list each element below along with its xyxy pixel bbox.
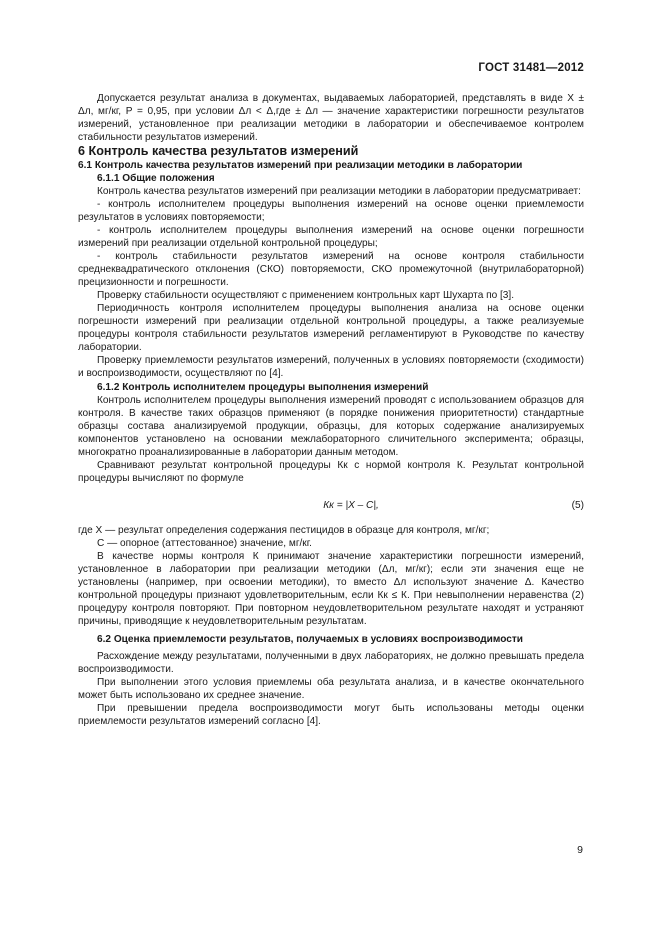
bullet-item: - контроль стабильности результатов измерений на основе контроля стабильности среднеквадратического отклонения (СКО) повторяемости, СКО промежуточной (внутрилабораторной) прецизионности и погрешности. <box>78 251 584 288</box>
standard-designation: ГОСТ 31481—2012 <box>478 62 584 74</box>
paragraph: При выполнении этого условия приемлемы оба результата анализа, и в качестве окончательного может быть использовано их среднее значение. <box>78 677 584 701</box>
paragraph: Периодичность контроля исполнителем процедуры выполнения анализа на основе оценки погрешности измерений при реализации отдельной контрольной процедуры, а также реализуемые процедуры контроля стабильности результатов измерений регламентируют в Руководстве по качеству лаборатории. <box>78 303 584 353</box>
section-6-1-2-heading: 6.1.2 Контроль исполнителем процедуры выполнения измерений <box>97 382 429 393</box>
formula-number: (5) <box>571 500 584 511</box>
paragraph: Расхождение между результатами, полученными в двух лабораториях, не должно превышать предела воспроизводимости. <box>78 651 584 675</box>
paragraph: Проверку приемлемости результатов измерений, полученных в условиях повторяемости (сходимости) и воспроизводимости, осуществляют по [4]. <box>78 355 584 379</box>
paragraph: Проверку стабильности осуществляют с применением контрольных карт Шухарта по [3]. <box>97 290 515 301</box>
where-clause: С — опорное (аттестованное) значение, мг/кг. <box>97 538 312 549</box>
bullet-item: - контроль исполнителем процедуры выполнения измерений на основе оценки приемлемости результатов в условиях повторяемости; <box>78 199 584 223</box>
section-6-heading: 6 Контроль качества результатов измерений <box>78 144 359 158</box>
bullet-item: - контроль исполнителем процедуры выполнения измерений на основе оценки погрешности измерений при реализации отдельной контрольной процедуры; <box>78 225 584 249</box>
document-body <box>78 92 584 728</box>
intro-paragraph: Допускается результат анализа в документах, выдаваемых лабораторией, представлять в виде X ± Δл, мг/кг, Р = 0,95, при условии Δл < Δ,где ± Δл — значение характеристики погрешности результатов измерений, установленное при реализации методики в лаборатории и обеспечиваемое контролем стабильности результатов измерений. <box>78 93 584 143</box>
formula-expression: Кк = |X – C|, <box>323 500 379 511</box>
section-6-2-heading: 6.2 Оценка приемлемости результатов, получаемых в условиях воспроизводимости <box>97 634 524 645</box>
formula-5 <box>78 499 584 513</box>
paragraph: Контроль качества результатов измерений при реализации методики в лаборатории предусматривает: <box>97 186 581 197</box>
paragraph: Сравнивают результат контрольной процедуры Кк с нормой контроля К. Результат контрольной процедуры вычисляют по формуле <box>78 460 584 484</box>
paragraph: В качестве нормы контроля К принимают значение характеристики погрешности измерений, установленное в лаборатории при реализации методики (Δл, мг/кг); если эти значения еще не установлены (например, при освоении методики), то вместо Δл используют значение Δ. Качество контрольной процедуры признают удовлетворительным, если Кк ≤ К. При невыполнении неравенства (2) процедуру контроля повторяют. При повторном неудовлетворительном результате находят и устраняют причины, приводящие к неудовлетворительным результатам. <box>78 551 584 627</box>
page-number: 9 <box>577 844 583 856</box>
where-clause: где X — результат определения содержания пестицидов в образце для контроля, мг/кг; <box>78 525 490 536</box>
paragraph: При превышении предела воспроизводимости могут быть использованы методы оценки приемлемости результатов измерений согласно [4]. <box>78 703 584 727</box>
paragraph: Контроль исполнителем процедуры выполнения измерений проводят с использованием образцов для контроля. В качестве таких образцов применяют (в порядке понижения приоритетности) стандартные образцы состава анализируемой продукции, образцы, для которых содержание анализируемых компонентов установлено на основании межлабораторного сличительного эксперимента; образцы, многократно проанализированные в лаборатории данным методом. <box>78 395 584 458</box>
section-6-1-1-heading: 6.1.1 Общие положения <box>97 173 215 184</box>
section-6-1-heading: 6.1 Контроль качества результатов измерений при реализации методики в лаборатории <box>78 160 523 171</box>
